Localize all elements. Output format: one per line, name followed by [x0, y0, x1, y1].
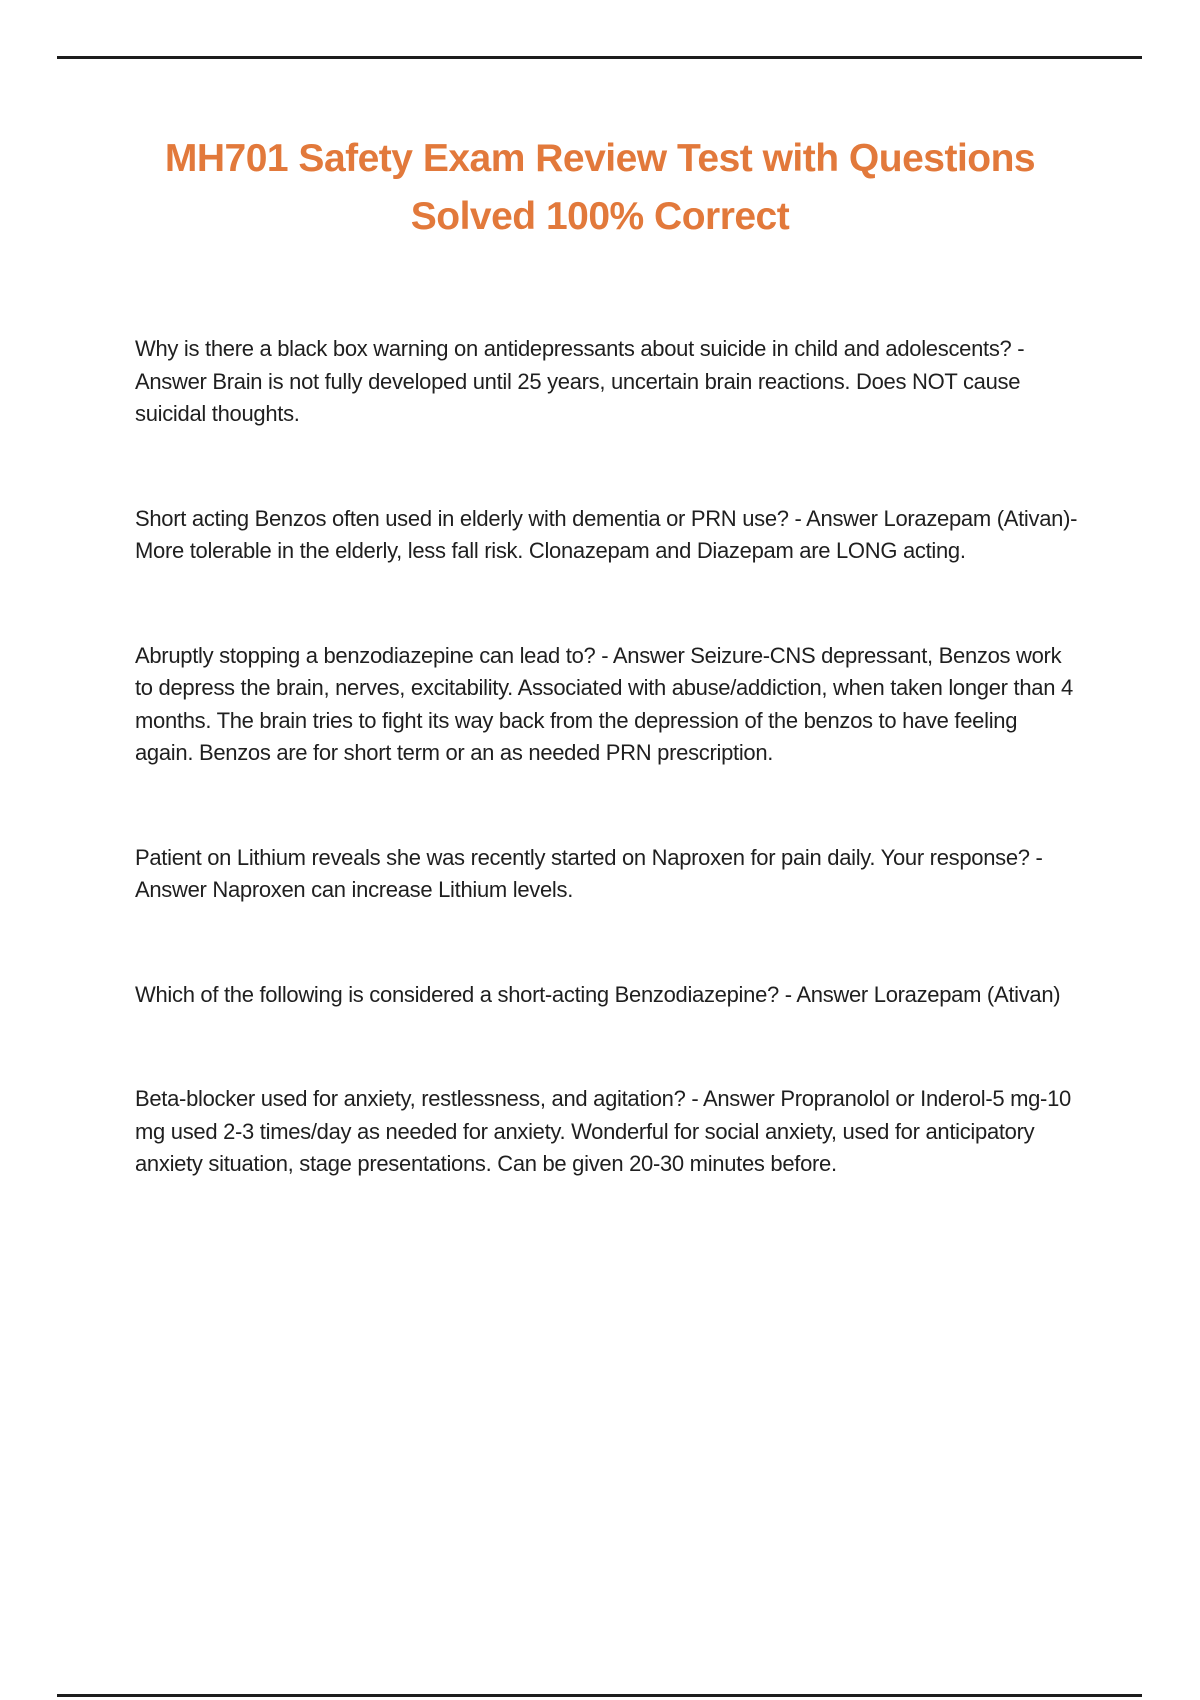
bottom-rule [57, 1694, 1142, 1697]
qa-paragraph: Which of the following is considered a short-acting Benzodiazepine? - Answer Lorazepam (Ativan) [135, 981, 1061, 1007]
qa-paragraph: Patient on Lithium reveals she was recently started on Naproxen for pain daily. Your response? - Answer Naproxen can increase Lithium levels. [135, 844, 1043, 902]
qa-paragraph: Short acting Benzos often used in elderly with dementia or PRN use? - Answer Lorazepam (Ativan)-More tolerable in the elderly, less fall risk. Clonazepam and Diazepam are LONG acting. [135, 505, 1078, 563]
qa-paragraph: Beta-blocker used for anxiety, restlessness, and agitation? - Answer Propranolol or Inderol-5 mg-10 mg used 2-3 times/day as needed for anxiety. Wonderful for social anxiety, used for anticipatory anxiety situation, stage presentations. Can be given 20-30 minutes before. [135, 1086, 1071, 1176]
document-title [57, 130, 1143, 246]
top-rule [57, 56, 1142, 59]
document-title-line-2: Solved 100% Correct [410, 195, 790, 238]
document-title-line-1: MH701 Safety Exam Review Test with Questions [164, 137, 1036, 180]
qa-paragraph: Why is there a black box warning on antidepressants about suicide in child and adolescents? - Answer Brain is not fully developed until 25 years, uncertain brain reactions. Does NOT cause suicidal thoughts. [135, 336, 1025, 426]
document-body [135, 333, 1080, 1253]
qa-paragraph: Abruptly stopping a benzodiazepine can lead to? - Answer Seizure-CNS depressant, Benzos work to depress the brain, nerves, excitability. Associated with abuse/addiction, when taken longer than 4 months. The brain tries to fight its way back from the depression of the benzos to have feeling again. Benzos are for short term or an as needed PRN prescription. [135, 642, 1073, 765]
